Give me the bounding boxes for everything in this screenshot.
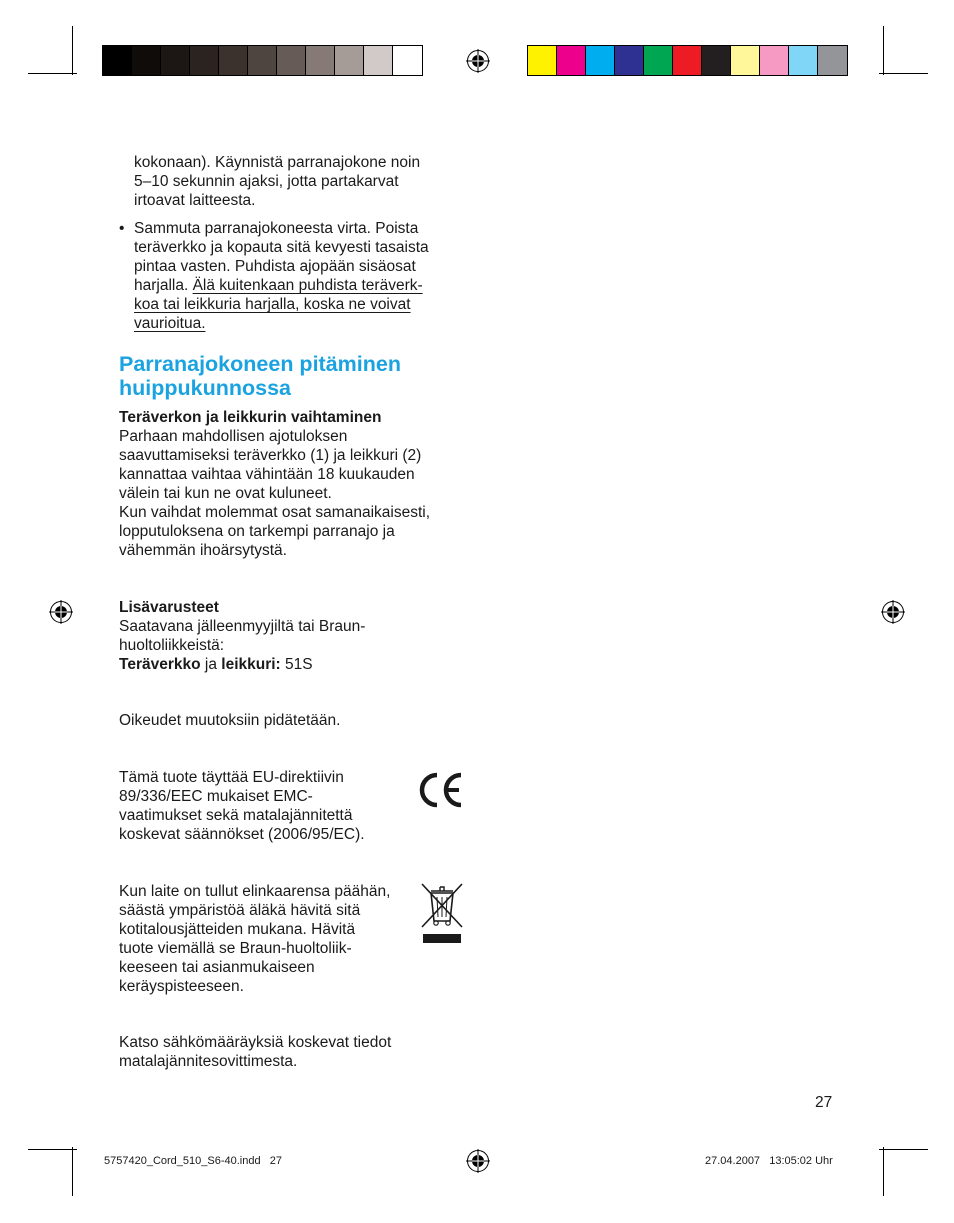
accessory-name: Teräverkko xyxy=(119,656,201,673)
warning-text: koa tai leikkuria harjalla, koska ne voivat xyxy=(134,296,411,313)
title-line: huippukunnossa xyxy=(119,376,291,400)
color-swatch xyxy=(818,46,847,75)
accessories-heading: Lisävarusteet xyxy=(119,599,219,616)
text-line: kannattaa vaihtaa vähintään 18 kuukauden xyxy=(119,466,415,483)
text-line: kokonaan). Käynnistä parranajokone noin xyxy=(134,154,421,171)
color-swatch xyxy=(731,46,760,75)
color-swatch xyxy=(557,46,586,75)
plain-text: harjalla. xyxy=(134,277,193,294)
text-line: välein tai kun ne ovat kuluneet. xyxy=(119,485,332,502)
ce-compliance-text xyxy=(119,768,419,844)
text-line: pintaa vasten. Puhdista ajopään sisäosat xyxy=(134,258,416,275)
grayscale-color-bar xyxy=(102,45,423,76)
text-line: Saatavana jälleenmyyjiltä tai Braun- xyxy=(119,618,366,635)
ce-mark-icon xyxy=(418,771,464,809)
text-line: Katso sähkömääräyksiä koskevat tiedot xyxy=(119,1034,392,1051)
weee-disposal-text xyxy=(119,882,419,996)
process-color-bar xyxy=(527,45,848,76)
warning-text: vaurioitua. xyxy=(134,315,206,332)
text-line: Kun vaihdat molemmat osat samanaikaisesti, xyxy=(119,504,431,521)
color-swatch xyxy=(586,46,615,75)
accessory-name: leikkuri: xyxy=(221,656,281,673)
color-swatch xyxy=(702,46,731,75)
text-line: huoltoliikkeistä: xyxy=(119,637,225,654)
text-line: lopputuloksena on tarkempi parranajo ja xyxy=(119,523,395,540)
warning-text: Älä kuitenkaan puhdista teräverk- xyxy=(192,277,423,294)
text-line: Parhaan mahdollisen ajotuloksen xyxy=(119,428,348,445)
text-line: 89/336/EEC mukaiset EMC- xyxy=(119,788,313,805)
text-line: matalajännitesovittimesta. xyxy=(119,1053,298,1070)
text-line: irtoavat laitteesta. xyxy=(134,192,256,209)
color-swatch xyxy=(615,46,644,75)
crossed-out-bin-icon xyxy=(419,881,465,945)
text-line: saavuttamiseksi teräverkko (1) ja leikkuri (2) xyxy=(119,447,422,464)
color-swatch xyxy=(248,46,277,75)
bullet-item xyxy=(134,219,474,333)
text-line: vähemmän ihoärsytystä. xyxy=(119,542,287,559)
electrical-note xyxy=(119,1033,479,1071)
text-line: kotitalousjätteiden mukana. Hävitä xyxy=(119,921,356,938)
intro-continued-paragraph xyxy=(134,153,474,210)
registration-mark-icon xyxy=(466,49,490,73)
registration-mark-icon xyxy=(49,600,73,624)
text-line: vaatimukset sekä matalajännitettä xyxy=(119,807,353,824)
footer-timestamp: 27.04.2007 13:05:02 Uhr xyxy=(705,1155,833,1167)
text-line: säästä ympäristöä äläkä hävitä sitä xyxy=(119,902,361,919)
section-title xyxy=(119,352,479,400)
page-number: 27 xyxy=(815,1094,833,1111)
connector-text: ja xyxy=(200,656,222,673)
color-swatch xyxy=(393,46,422,75)
text-line: keräyspisteeseen. xyxy=(119,978,244,995)
color-swatch xyxy=(335,46,364,75)
accessories-section xyxy=(119,598,479,674)
text-line: teräverkko ja kopauta sitä kevyesti tasaista xyxy=(134,239,429,256)
title-line: Parranajokoneen pitäminen xyxy=(119,352,401,376)
color-swatch xyxy=(760,46,789,75)
color-swatch xyxy=(219,46,248,75)
text-line: koskevat säännökset (2006/95/EC). xyxy=(119,826,365,843)
text-line: 5–10 sekunnin ajaksi, jotta partakarvat xyxy=(134,173,399,190)
color-swatch xyxy=(306,46,335,75)
accessory-code: 51S xyxy=(280,656,313,673)
color-swatch xyxy=(673,46,702,75)
color-swatch xyxy=(103,46,132,75)
text-line: Kun laite on tullut elinkaarensa päähän, xyxy=(119,883,391,900)
color-swatch xyxy=(364,46,393,75)
accessory-item xyxy=(119,655,479,674)
color-swatch xyxy=(789,46,818,75)
registration-mark-icon xyxy=(466,1149,490,1173)
text-line xyxy=(134,276,474,295)
bullet-marker: • xyxy=(119,220,125,237)
text-line: keeseen tai asianmukaiseen xyxy=(119,959,315,976)
rights-notice: Oikeudet muutoksiin pidätetään. xyxy=(119,712,341,729)
text-line: Tämä tuote täyttää EU-direktiivin xyxy=(119,769,344,786)
subheading: Teräverkon ja leikkurin vaihtaminen xyxy=(119,409,382,426)
color-swatch xyxy=(132,46,161,75)
color-swatch xyxy=(190,46,219,75)
footer-file-name: 5757420_Cord_510_S6-40.indd 27 xyxy=(104,1155,282,1167)
color-swatch xyxy=(161,46,190,75)
registration-mark-icon xyxy=(881,600,905,624)
color-swatch xyxy=(277,46,306,75)
color-swatch xyxy=(528,46,557,75)
text-line: tuote viemällä se Braun-huoltoliik- xyxy=(119,940,352,957)
color-swatch xyxy=(644,46,673,75)
replacement-section xyxy=(119,408,479,560)
text-line: Sammuta parranajokoneesta virta. Poista xyxy=(134,220,419,237)
